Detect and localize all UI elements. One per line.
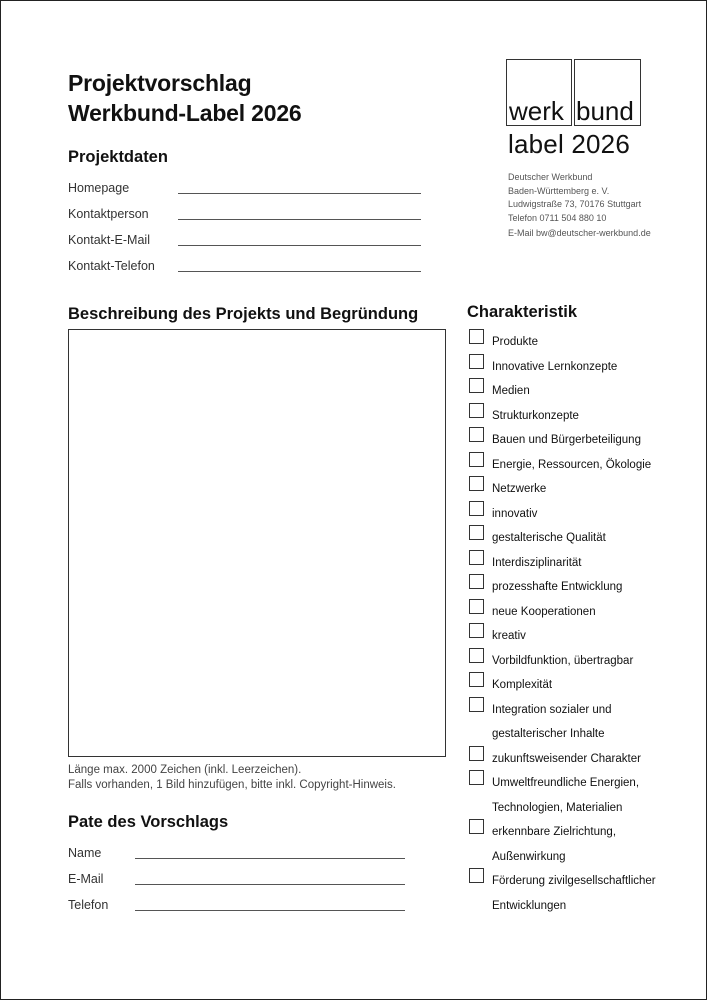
checkbox[interactable]	[469, 868, 484, 883]
projektdaten-heading: Projektdaten	[68, 148, 168, 166]
form-title-line2: Werkbund-Label 2026	[68, 100, 302, 126]
charakteristik-heading: Charakteristik	[467, 303, 578, 321]
checkbox[interactable]	[469, 525, 484, 540]
logo-word-werk: werk	[509, 96, 564, 126]
pate-heading: Pate des Vorschlags	[68, 813, 229, 831]
checkbox[interactable]	[469, 574, 484, 589]
checkbox[interactable]	[469, 648, 484, 663]
checkbox[interactable]	[469, 770, 484, 785]
kontakt-email-input-line[interactable]	[178, 245, 421, 246]
checkbox[interactable]	[469, 403, 484, 418]
checkbox[interactable]	[469, 672, 484, 687]
checkbox-label: Umweltfreundliche Energien,	[492, 777, 640, 789]
checkbox[interactable]	[469, 623, 484, 638]
checkbox-label: Energie, Ressourcen, Ökologie	[492, 458, 652, 471]
checkbox-label: Innovative Lernkonzepte	[492, 360, 618, 373]
address-line: E-Mail bw@deutscher-werkbund.de	[508, 228, 651, 238]
checkbox[interactable]	[469, 599, 484, 614]
field-label-kontakt-email: Kontakt-E-Mail	[68, 233, 150, 247]
field-label-kontakt-telefon: Kontakt-Telefon	[68, 259, 155, 273]
checkbox[interactable]	[469, 354, 484, 369]
checkbox-label: neue Kooperationen	[492, 605, 596, 618]
checkbox-label: erkennbare Zielrichtung,	[492, 826, 617, 838]
field-label-homepage: Homepage	[68, 181, 130, 195]
checkbox[interactable]	[469, 378, 484, 393]
checkbox-label: gestalterischer Inhalte	[492, 728, 605, 740]
checkbox[interactable]	[469, 329, 484, 344]
checkbox-label: Entwicklungen	[492, 899, 567, 912]
form-title	[68, 68, 302, 128]
address-line: Ludwigstraße 73, 70176 Stuttgart	[508, 199, 642, 209]
checkbox-label: Integration sozialer und	[492, 703, 612, 716]
field-label-email: E-Mail	[68, 872, 104, 886]
checkbox-label: Technologien, Materialien	[492, 801, 623, 814]
checkbox-label: Bauen und Bürgerbeteiligung	[492, 434, 641, 446]
checkbox[interactable]	[469, 427, 484, 442]
pate-telefon-input-line[interactable]	[135, 910, 405, 911]
beschreibung-heading: Beschreibung des Projekts und Begründung	[68, 305, 419, 323]
checkbox-label: Netzwerke	[492, 483, 547, 495]
checkbox-label: Produkte	[492, 336, 539, 348]
checkbox[interactable]	[469, 819, 484, 834]
field-label-kontaktperson: Kontaktperson	[68, 207, 149, 221]
kontakt-telefon-input-line[interactable]	[178, 271, 421, 272]
pate-email-input-line[interactable]	[135, 884, 405, 885]
checkbox-label: Medien	[492, 385, 530, 397]
checkbox-label: Außenwirkung	[492, 850, 566, 863]
pate-name-input-line[interactable]	[135, 858, 405, 859]
checkbox-label: Interdisziplinarität	[492, 556, 582, 569]
checkbox-label: gestalterische Qualität	[492, 532, 606, 544]
address-line: Baden-Württemberg e. V.	[508, 185, 610, 196]
logo-subtitle: label 2026	[508, 129, 630, 159]
logo-box-left	[506, 59, 572, 126]
note-image: Falls vorhanden, 1 Bild hinzufügen, bitte inkl. Copyright-Hinweis.	[68, 779, 396, 791]
checkbox[interactable]	[469, 550, 484, 565]
beschreibung-textarea[interactable]	[68, 329, 446, 757]
checkbox[interactable]	[469, 697, 484, 712]
checkbox[interactable]	[469, 501, 484, 516]
kontaktperson-input-line[interactable]	[178, 219, 421, 220]
checkbox-label: Komplexität	[492, 679, 553, 691]
field-label-telefon: Telefon	[68, 898, 109, 912]
checkbox-label: Vorbildfunktion, übertragbar	[492, 654, 634, 667]
field-label-name: Name	[68, 846, 102, 860]
checkbox-label: innovativ	[492, 507, 538, 520]
checkbox[interactable]	[469, 746, 484, 761]
checkbox[interactable]	[469, 476, 484, 491]
address-line: Deutscher Werkbund	[508, 172, 593, 182]
form-title-line1: Projektvorschlag	[68, 70, 252, 96]
address-line: Telefon 0711 504 880 10	[508, 212, 607, 223]
homepage-input-line[interactable]	[178, 193, 421, 194]
logo-box-right	[574, 59, 641, 126]
logo-word-bund: bund	[576, 96, 634, 126]
checkbox[interactable]	[469, 452, 484, 467]
address-block	[508, 171, 651, 241]
checkbox-label: Strukturkonzepte	[492, 409, 579, 422]
checkbox-label: zukunftsweisender Charakter	[492, 752, 641, 765]
beschreibung-note	[68, 763, 396, 793]
checkbox-label: kreativ	[492, 630, 526, 642]
note-length: Länge max. 2000 Zeichen (inkl. Leerzeichen).	[68, 764, 302, 776]
checkbox-label: Förderung zivilgesellschaftlicher	[492, 875, 656, 887]
checkbox-label: prozesshafte Entwicklung	[492, 581, 623, 593]
